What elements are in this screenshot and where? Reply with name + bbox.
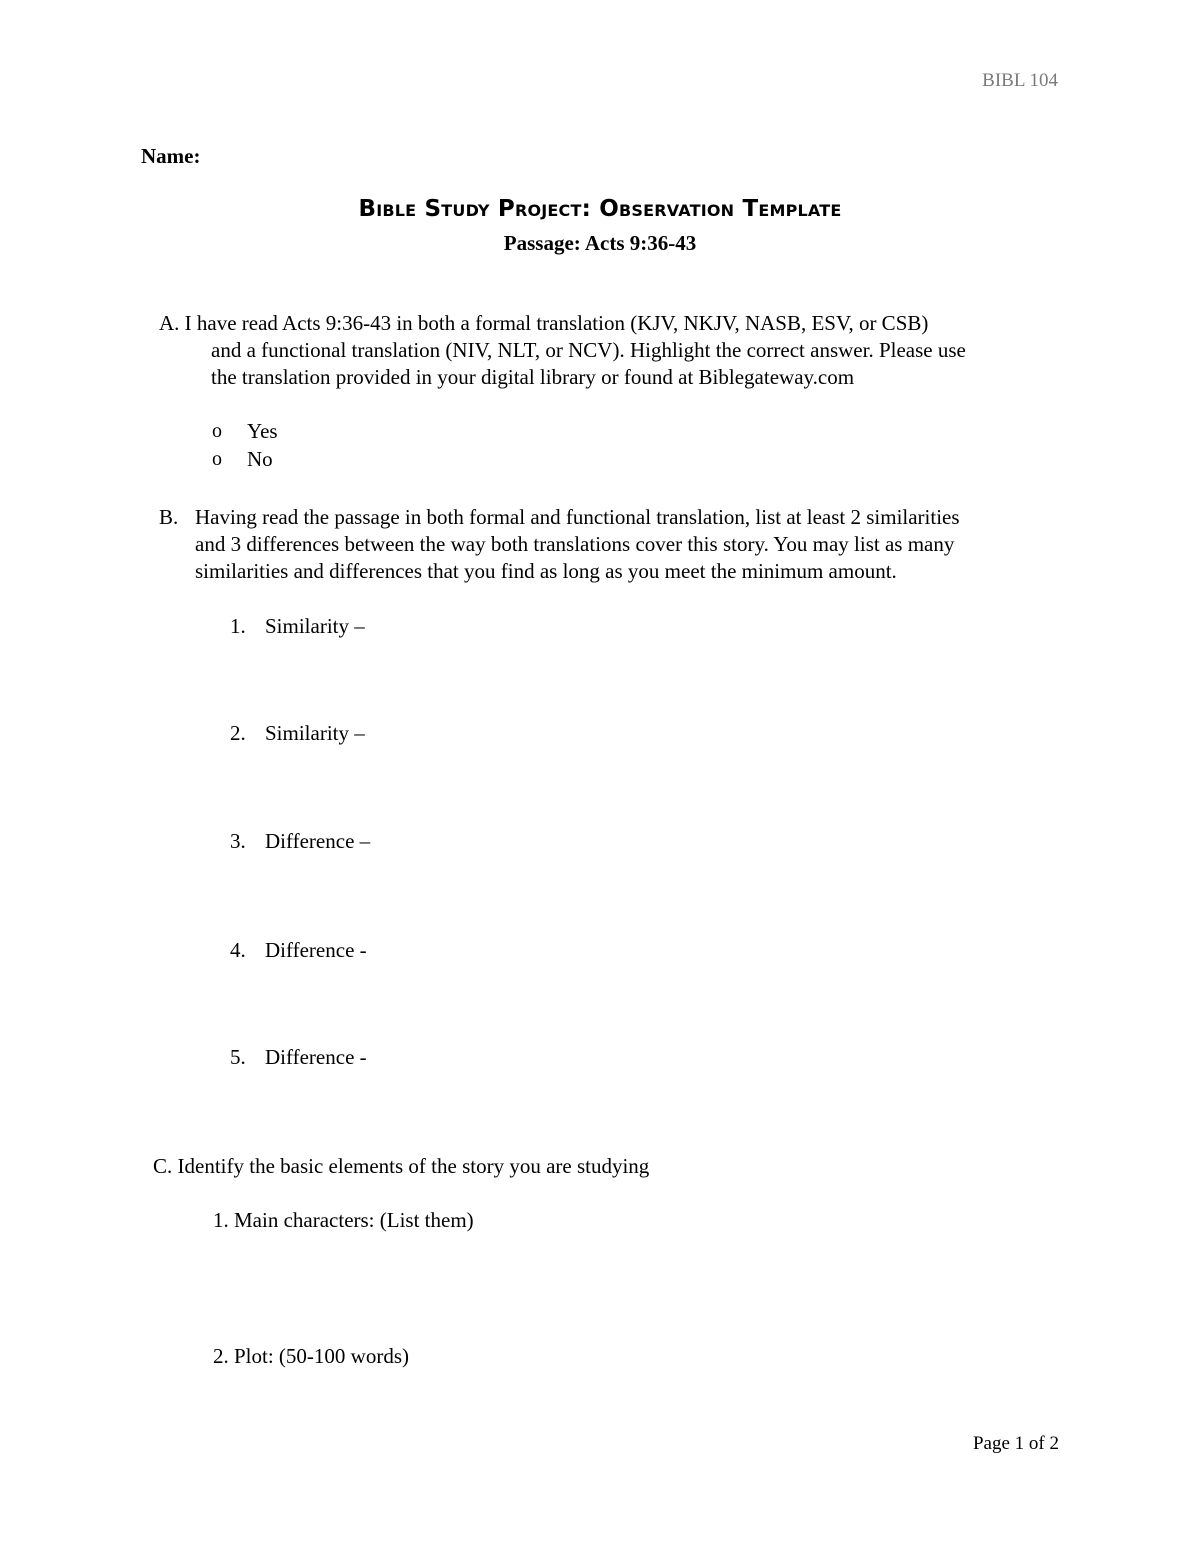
page-number: Page 1 of 2 [972, 1433, 1059, 1454]
section-a-line-3: the translation provided in your digital library or found at Biblegateway.com [211, 365, 855, 389]
section-a-line-1: A. I have read Acts 9:36-43 in both a formal translation (KJV, NKJV, NASB, ESV, or CSB) [159, 311, 929, 335]
bullet-marker: o [212, 420, 222, 442]
section-b-line-2: and 3 differences between the way both translations cover this story. You may list as many [195, 532, 955, 556]
item-number: 1. [230, 614, 246, 638]
section-c-intro: C. Identify the basic elements of the story you are studying [153, 1154, 650, 1178]
option-label: Yes [247, 419, 278, 443]
plot-item[interactable]: 2. Plot: (50-100 words) [213, 1344, 409, 1368]
item-label: Similarity – [265, 614, 365, 638]
item-label: Similarity – [265, 721, 365, 745]
item-number: 2. [230, 721, 246, 745]
option-label: No [247, 447, 273, 471]
passage-subtitle: Passage: Acts 9:36-43 [503, 231, 697, 255]
bullet-marker: o [212, 448, 222, 470]
name-label: Name: [141, 144, 201, 168]
course-code: BIBL 104 [982, 70, 1058, 91]
main-characters-item[interactable]: 1. Main characters: (List them) [213, 1208, 474, 1232]
section-a-line-2: and a functional translation (NIV, NLT, or NCV). Highlight the correct answer. Please use [211, 338, 966, 362]
section-b-label: B. [159, 505, 179, 529]
item-label: Difference - [265, 1045, 367, 1069]
section-b-line-3: similarities and differences that you find as long as you meet the minimum amount. [195, 559, 897, 583]
item-label: Difference – [265, 829, 371, 853]
item-number: 5. [230, 1045, 246, 1069]
item-number: 4. [230, 938, 246, 962]
item-number: 3. [230, 829, 246, 853]
document-title: Bible Study Project: Observation Template [358, 196, 842, 222]
item-label: Difference - [265, 938, 367, 962]
section-b-line-1: Having read the passage in both formal and functional translation, list at least 2 similarities [195, 505, 960, 529]
